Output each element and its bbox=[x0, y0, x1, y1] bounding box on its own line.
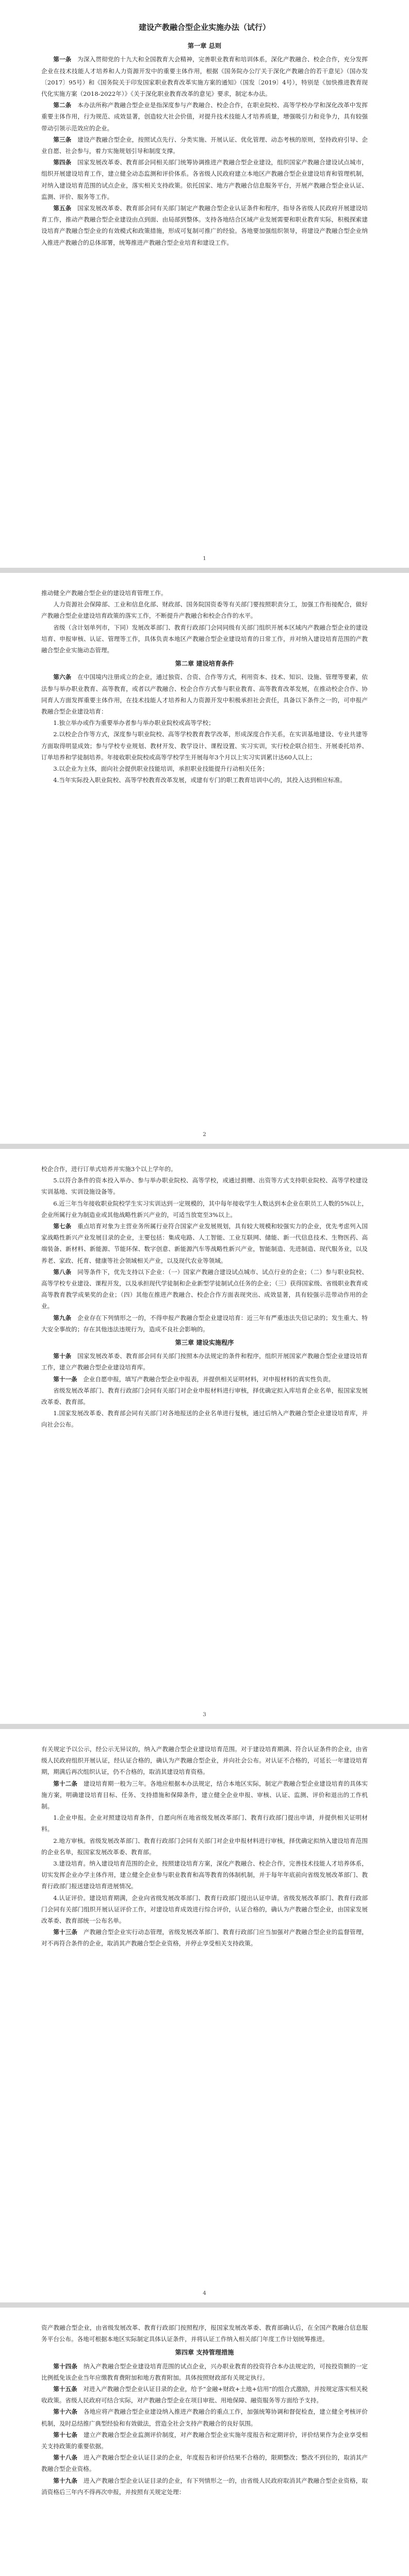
paragraph-text: 2.以校企合作等方式，深度参与职业院校、高等学校教育教学改革，形成深度合作关系，在实训基地建设、专业共建等方面取得明显成效；参与学校专业规划、教材开发、教学设计、课程设置、实习实训，实行校企联合招生、开展委托培养、订单培养和学徒制培养。年接收职业院校或高等学校学生开展每年3个月以上实习实训累计达60人以上； bbox=[41, 731, 368, 761]
article-paragraph bbox=[41, 2383, 368, 2406]
article-number: 第十条 bbox=[53, 1352, 72, 1360]
article-paragraph bbox=[41, 2406, 368, 2429]
body-paragraph bbox=[41, 1892, 368, 1927]
paragraph-text: 本办法所称产教融合型企业是指深度参与产教融合、校企合作，在职业院校、高等学校办学和深化改革中发挥重要主体作用，行为规范、成效显著，创造较大社会价值，对提升技术技能人才培养质量，增强吸引力和竞争力，具有较强带动引领示范效应的企业。 bbox=[41, 101, 368, 132]
article-paragraph bbox=[41, 1221, 368, 1266]
article-paragraph bbox=[41, 1374, 368, 1385]
article-paragraph bbox=[41, 2361, 368, 2383]
paragraph-text: 5.以符合条件的资本投入举办、参与举办职业院校、高等学校，或通过捐赠、出资等方式支持职业院校、高等学校建设实训基地、实训设施设备等。 bbox=[41, 1177, 368, 1196]
paragraph-text: 建立产教融合型企业监测评价制度，对产教融合型企业实施年度报告和定期评价，评价结果作为企业享受相关支持政策的重要依据。 bbox=[41, 2431, 368, 2450]
article-number: 第十四条 bbox=[53, 2362, 78, 2370]
paragraph-text: 国家发展改革委、教育部会同相关部门统筹协调推进产教融合型企业建设，组织国家产教融合建设试点城市，组织开展建设培育工作，建立健全动态监测和评价体系。各省级人民政府建立本地区产教融合型企业建设培育和管理机制，对纳入建设培育范围的试点企业，落实相关支持政策。依托国家、地方产教融合信息服务平台，开展产教融合型企业认证、监测、评价、服务等工作。 bbox=[41, 159, 368, 200]
paragraph-text: 重点培育对象为主营业务所属行业符合国家产业发展规划，具有较大规模和较强实力的企业，优先考虑列入国家战略性新兴产业发展目录的企业，主要包括：集成电路、人工智能、工业互联网、储能、新一代信息技术、生物医药、高端装备、新材料、新能源、节能环保、数字创意、新能源汽车等战略性新兴产业，智能制造、先进制造、现代服务业，以及养老、家政、托育、健康等社会领域相关产业，以及现代农业等领域。 bbox=[41, 1223, 368, 1264]
body-paragraph bbox=[41, 1385, 368, 1408]
paragraph-text: 对进入产教融合型企业认证目录的企业，给予“金融+财政+土地+信用”的组合式激励，并按规定落实相关税收政策。省级人民政府可结合实际，对产教融合型企业在项目审批、用地保障、融资服务等方面给予支持。 bbox=[41, 2385, 368, 2404]
paragraph-text: 产教融合型企业实行动态管理，省级发展改革部门、教育行政部门应当加强对产教融合型企业的监督管理，对不再符合条件的企业，取消其产教融合型企业资格，并停止享受相关支持政策。 bbox=[41, 1928, 368, 1947]
body-paragraph bbox=[41, 1163, 368, 1175]
paragraph-text: 为深入贯彻党的十九大和全国教育大会精神，完善职业教育和培训体系，深化产教融合、校企合作，充分发挥企业在技术技能人才培养和人力资源开发中的重要主体作用，根据《国务院办公厅关于深化产教融合的若干意见》（国办发〔2017〕95号）和《国务院关于印发国家职业教育改革实施方案的通知》（国发〔2019〕4号），特别是《加快推进教育现代化实施方案（2018-2022年）》《关于深化职业教育改革的意见》要求，制定本办法。 bbox=[41, 56, 368, 98]
paragraph-text: 有关规定予以公示，经公示无异议的，纳入产教融合型企业建设培育范围。对于建设培育期满、符合认证条件的企业，由省级人民政府组织开展认证，经认证合格的，确认为产教融合型企业，并向社会公布。对认证不合格的，可延长一年建设培育期，期满后再次组织认证，仍不合格的，取消其建设培育资格。 bbox=[41, 1745, 368, 1776]
article-paragraph bbox=[41, 157, 368, 202]
article-paragraph bbox=[41, 99, 368, 134]
article-paragraph bbox=[41, 2475, 368, 2498]
paragraph-text: 企业存在下列情形之一的，不得申报产教融合型企业建设培育：近三年有严重违法失信记录的；发生重大、特大安全事故的；存在其他违法违规行为，造成不良社会影响的。 bbox=[41, 1314, 368, 1333]
page-number: 1 bbox=[203, 555, 206, 562]
paragraph-text: 资产教融合型企业，由省级发展改革、教育行政部门按照程序，报国家发展改革委、教育部确认后，在全国产教融合信息服务平台公布。各地可根据本地区实际制定具体认证条件，并将认证工作纳入相关部门年度工作计划统筹推进。 bbox=[41, 2324, 368, 2343]
article-number: 第五条 bbox=[53, 205, 72, 212]
body-paragraph bbox=[41, 1858, 368, 1892]
article-number: 第十三条 bbox=[53, 1928, 78, 1936]
page-number: 3 bbox=[203, 1711, 206, 1718]
article-paragraph bbox=[41, 134, 368, 157]
paragraph-text: 推动健全产教融合型企业的建设培育管理工作。 bbox=[41, 589, 167, 597]
article-paragraph bbox=[41, 1350, 368, 1373]
article-paragraph bbox=[41, 1312, 368, 1335]
paragraph-text: 同等条件下，优先支持以下企业：（一）国家产教融合建设试点城市、试点行业的企业；（二）参与职业院校、高等学校专业建设、课程开发，以及承担现代学徒制和企业新型学徒制试点任务的企业；（三）获得国家级、省级职业教育或高等教育教学成果奖的企业；（四）其他在推进产教融合、校企合作方面表现突出、成效显著，具有较强示范带动作用的企业。 bbox=[41, 1268, 368, 1310]
paragraph-text: 3.以企业为主体，面向社会提供职业技能培训，承担职业技能提升行动相关任务； bbox=[53, 765, 269, 773]
body-paragraph bbox=[41, 763, 368, 774]
document-page-4 bbox=[0, 1729, 409, 2302]
paragraph-text: 建设培育期一般为三年。各地应根据本办法规定，结合本地区实际，制定产教融合型企业建设培育的具体实施方案，明确建设培育目标、任务、支持措施和保障条件，建立健全企业申报、审核、认证、监测、评价和退出的工作机制。 bbox=[41, 1780, 368, 1810]
article-number: 第十八条 bbox=[53, 2454, 78, 2462]
page-body bbox=[41, 1163, 368, 1431]
paragraph-text: 4.当年实际投入职业院校、高等学校教育改革发展，或建有专门的职工教育培训中心的，其投入达到相应标准。 bbox=[53, 776, 346, 784]
body-paragraph bbox=[41, 774, 368, 786]
paragraph-text: 1.独立举办或作为重要举办者参与举办职业院校或高等学校； bbox=[53, 719, 215, 727]
article-paragraph bbox=[41, 1266, 368, 1312]
paragraph-text: 1.国家发展改革委、教育部会同有关部门对各地报送的企业名单进行复核，通过后纳入产教融合型企业建设培育库，并向社会公布。 bbox=[41, 1410, 368, 1429]
paragraph-text: 省级（含计划单列市，下同）发展改革部门、教育行政部门会同同级有关部门组织开展本区域内产教融合型企业的建设培育、申报审核、认证、管理等工作，具体负责本地区产教融合型企业建设培育的日常工作，并对纳入建设培育范围的产教融合型企业实施动态管理。 bbox=[41, 623, 368, 654]
paragraph-text: 纳入产教融合型企业建设培育范围的试点企业，兴办职业教育的投资符合本办法规定的，可按投资额的一定比例抵免该企业当年应缴教育费附加和地方教育附加。具体按照财政部有关规定执行。 bbox=[41, 2362, 368, 2381]
article-number: 第十一条 bbox=[53, 1375, 77, 1383]
article-paragraph bbox=[41, 671, 368, 717]
page-body bbox=[41, 2322, 368, 2498]
article-number: 第九条 bbox=[53, 1314, 72, 1321]
article-number: 第十二条 bbox=[53, 1780, 78, 1787]
paragraph-text: 国家发展改革委、教育部会同有关部门制定产教融合型企业认证条件和程序，指导各省级人民政府开展建设培育工作，推动产教融合型企业建设由点到面、由局部到整体。支持各地结合区域产业发展需要和职业教育实际，积极探索建设培育产教融合型企业的有效模式和政策措施，形成可复制可推广的经验。各地要加强组织领导，将建设产教融合型企业纳入推进产教融合的总体部署，统筹推进产教融合型企业培育和建设工作。 bbox=[41, 205, 368, 246]
body-paragraph bbox=[41, 599, 368, 621]
article-number: 第十九条 bbox=[53, 2477, 78, 2484]
article-paragraph bbox=[41, 1926, 368, 1949]
body-paragraph bbox=[41, 622, 368, 656]
page-body bbox=[41, 587, 368, 786]
page-divider bbox=[0, 1724, 409, 1729]
paragraph-text: 3.建设培育。纳入建设培育范围的企业，按照建设培育方案，深化产教融合、校企合作，完善技术技能人才培养体系，切实发挥企业办学主体作用，建立健全企业参与职业教育和高等教育的体制机制，并于每年年底前向省级发展改革部门、教育行政部门报送建设培育进展情况。 bbox=[41, 1860, 368, 1890]
paragraph-text: 各地应将产教融合型企业建设纳入推进产教融合的重点工作，加强统筹协调和督促检查，建立健全考核评价机制，及时总结推广典型经验和有效做法，营造全社会支持产教融合的良好氛围。 bbox=[41, 2408, 368, 2427]
page-number: 4 bbox=[203, 2290, 206, 2296]
article-paragraph bbox=[41, 2452, 368, 2475]
chapter-heading: 第三章 建设实施程序 bbox=[175, 1339, 234, 1347]
article-number: 第四条 bbox=[53, 159, 72, 166]
paragraph-text: 6.近三年当年接收职业院校学生实习实训达到一定规模的，其中每年接收学生人数达到本企业在职员工人数的5%以上，企业所属行业为制造业或其他战略性新兴产业的，可适当放宽至3%以上。 bbox=[41, 1199, 368, 1218]
document-page-2 bbox=[0, 573, 409, 1144]
body-paragraph bbox=[41, 728, 368, 763]
body-paragraph bbox=[41, 1175, 368, 1197]
chapter-heading: 第一章 总则 bbox=[187, 42, 222, 50]
article-paragraph bbox=[41, 202, 368, 248]
article-number: 第一条 bbox=[53, 56, 72, 63]
article-number: 第三条 bbox=[53, 135, 72, 143]
article-paragraph bbox=[41, 2429, 368, 2452]
page-body bbox=[41, 40, 368, 248]
page-body bbox=[41, 1743, 368, 1950]
paragraph-text: 进入产教融合型企业认证目录的企业，年度报告和评价结果不合格的，限期整改；整改不到位的，取消其产教融合型企业资格。 bbox=[41, 2454, 368, 2473]
document-page-5 bbox=[0, 2308, 409, 2576]
article-number: 第十五条 bbox=[53, 2385, 77, 2393]
body-paragraph bbox=[41, 1812, 368, 1835]
document-title: 建设产教融合型企业实施办法（试行） bbox=[138, 23, 270, 32]
article-paragraph bbox=[41, 54, 368, 99]
paragraph-text: 进入产教融合型企业认证目录的企业，有下列情形之一的，由省级人民政府取消其产教融合型企业资格，取消资格后三年内不得再次申报，并按照有关规定处理： bbox=[41, 2477, 368, 2496]
chapter-heading: 第四章 支持管理措施 bbox=[175, 2349, 234, 2357]
page-divider bbox=[0, 1144, 409, 1149]
body-paragraph bbox=[41, 1198, 368, 1221]
article-number: 第十七条 bbox=[53, 2431, 78, 2438]
article-paragraph bbox=[41, 1778, 368, 1812]
body-paragraph bbox=[41, 1408, 368, 1430]
page-divider bbox=[0, 568, 409, 573]
paragraph-text: 企业自愿申报，填写产教融合型企业申报表，并提供相关证明材料，对申报材料的真实性负责。 bbox=[83, 1375, 335, 1383]
body-paragraph bbox=[41, 2322, 368, 2345]
document-page-3 bbox=[0, 1149, 409, 1724]
body-paragraph bbox=[41, 1835, 368, 1858]
paragraph-text: 校企合作，进行订单式培养并实施3个以上学年的。 bbox=[41, 1165, 177, 1173]
chapter-heading: 第二章 建设培育条件 bbox=[175, 660, 234, 668]
body-paragraph bbox=[41, 1743, 368, 1778]
paragraph-text: 建设产教融合型企业，按照试点先行、分类实施、开展认证、优化管理、动态考核的原则，坚持政府引导、企业自愿、社会参与，着力实施规划引导和制度支撑。 bbox=[41, 135, 368, 155]
article-number: 第八条 bbox=[53, 1268, 72, 1276]
body-paragraph bbox=[41, 587, 368, 599]
page-number: 2 bbox=[203, 1131, 206, 1138]
article-number: 第二条 bbox=[53, 101, 72, 109]
paragraph-text: 在中国境内注册成立的企业，通过独资、合资、合作等方式，利用资本、技术、知识、设施、管理等要素，依法参与举办职业教育、高等教育，或者以产教融合、校企合作方式参与职业教育、高等教育改革发展，在推动校企合作、协同育人方面发挥重要主体作用，在技术技能人才培养和人力资源开发中积极承担社会责任，具备以下条件之一的，可申报产教融合型企业建设培育： bbox=[41, 673, 368, 716]
paragraph-text: 1.企业申报。企业对照建设培育条件，自愿向所在地省级发展改革部门、教育行政部门提出申请，并提供相关证明材料。 bbox=[41, 1814, 368, 1833]
paragraph-text: 省级发展改革部门、教育行政部门会同有关部门对企业申报材料进行审核，择优确定拟入库培育企业名单，报国家发展改革委、教育部。 bbox=[41, 1386, 368, 1406]
paragraph-text: 2.地方审核。省级发展改革部门、教育行政部门会同有关部门对企业申报材料进行审核，择优确定拟纳入建设培育范围的企业名单，报国家发展改革委、教育部。 bbox=[41, 1837, 368, 1856]
article-number: 第六条 bbox=[53, 673, 72, 681]
article-number: 第七条 bbox=[53, 1223, 72, 1230]
paragraph-text: 国家发展改革委、教育部会同有关部门按照本办法规定的条件和程序，组织开展国家产教融合型企业建设培育工作，建立产教融合型企业建设培育库。 bbox=[41, 1352, 368, 1371]
page-divider bbox=[0, 2302, 409, 2308]
paragraph-text: 人力资源社会保障部、工业和信息化部、财政部、国务院国资委等有关部门要按照职责分工，加强工作衔接配合，做好产教融合型企业建设培育政策的落实工作，不断提升产教融合和校企合作的水平。 bbox=[41, 601, 368, 620]
document-page-1 bbox=[0, 0, 409, 568]
body-paragraph bbox=[41, 717, 368, 728]
paragraph-text: 4.认证评价。建设培育期满，企业向省级发展改革部门、教育行政部门提出认证申请。省级发展改革部门、教育行政部门会同有关部门组织开展认证评价工作，对建设培育成效进行综合评价，认证合格的，确认为产教融合型企业，由国家发展改革委、教育部统一公布名单。 bbox=[41, 1894, 368, 1925]
article-number: 第十六条 bbox=[53, 2408, 78, 2416]
